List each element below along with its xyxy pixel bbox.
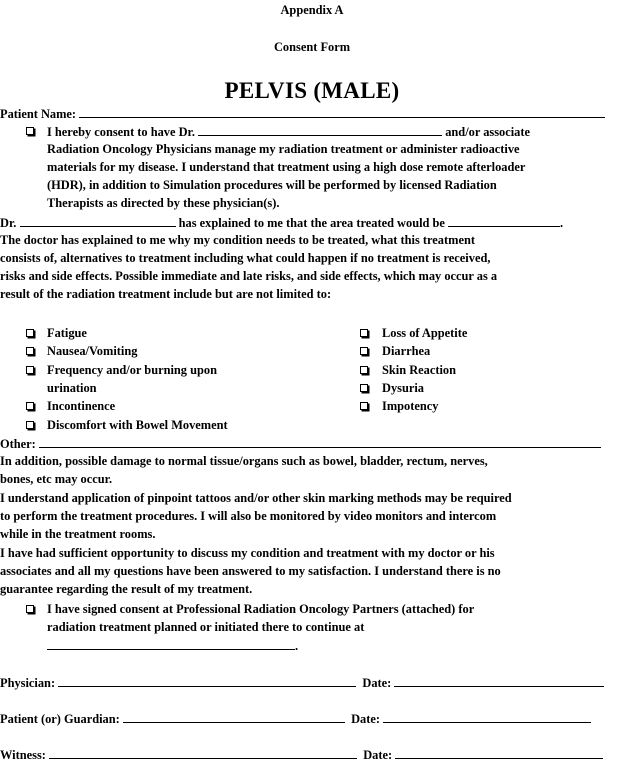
form-name: Consent Form [273, 40, 351, 54]
skin-checkbox[interactable] [360, 366, 368, 374]
bowel-checkbox[interactable] [26, 421, 34, 429]
physician-label: Physician: [0, 676, 56, 690]
doctor-row [0, 213, 563, 232]
consent-line-3: materials for my disease. I understand that treatment using a high dose remote afterloader [47, 160, 526, 174]
fatigue-checkbox[interactable] [26, 329, 34, 337]
witness-date-field[interactable] [395, 745, 603, 759]
opportunity-line-3: guarantee regarding the result of my treatment. [0, 582, 253, 596]
tattoo-line-2: to perform the treatment procedures. I will also be monitored by video monitors and intercom [0, 509, 497, 523]
consent-doctor-field[interactable] [198, 122, 442, 136]
consent-line-1 [47, 122, 530, 141]
effect-fatigue: Fatigue [47, 326, 87, 340]
witness-label: Witness: [0, 748, 46, 762]
effect-nausea: Nausea/Vomiting [47, 344, 138, 358]
effect-incontinence: Incontinence [47, 399, 116, 413]
continue-at-field[interactable] [47, 636, 295, 650]
effect-skin: Skin Reaction [382, 363, 457, 377]
signed-line-1: I have signed consent at Professional Radiation Oncology Partners (attached) for [47, 602, 475, 616]
physician-signature-field[interactable] [58, 673, 356, 687]
signed-end: . [295, 639, 299, 653]
effect-diarrhea: Diarrhea [382, 344, 431, 358]
patient-guardian-label: Patient (or) Guardian: [0, 712, 120, 726]
patient-name-row [0, 104, 605, 123]
opportunity-line-2: associates and all my questions have been answered to my satisfaction. I understand there is no [0, 564, 501, 578]
impotency-checkbox[interactable] [360, 402, 368, 410]
doctor-name-field[interactable] [20, 213, 176, 227]
page-title: PELVIS (MALE) [224, 78, 400, 103]
opportunity-line-1: I have had sufficient opportunity to discuss my condition and treatment with my doctor or his [0, 546, 495, 560]
damage-line-1: In addition, possible damage to normal tissue/organs such as bowel, bladder, rectum, nerves, [0, 454, 488, 468]
doctor-label: Dr. [0, 216, 17, 230]
consent-line-2: Radiation Oncology Physicians manage my radiation treatment or administer radioactive [47, 142, 520, 156]
explain-line-2: consists of, alternatives to treatment including what could happen if no treatment is received, [0, 251, 491, 265]
patient-name-field[interactable] [79, 104, 605, 118]
consent-line-4: (HDR), in addition to Simulation procedures will be performed by licensed Radiation [47, 178, 497, 192]
tattoo-line-3: while in the treatment rooms. [0, 527, 156, 541]
appendix-label: Appendix A [280, 3, 344, 17]
other-row [0, 434, 601, 453]
signed-line-3 [47, 636, 298, 655]
frequency-checkbox[interactable] [26, 366, 34, 374]
doctor-mid-text: has explained to me that the area treated would be [178, 216, 445, 230]
patient-date-field[interactable] [383, 709, 591, 723]
witness-signature-field[interactable] [49, 745, 357, 759]
incontinence-checkbox[interactable] [26, 402, 34, 410]
diarrhea-checkbox[interactable] [360, 347, 368, 355]
effect-dysuria: Dysuria [382, 381, 424, 395]
patient-signature-row [0, 709, 591, 728]
tattoo-line-1: I understand application of pinpoint tattoos and/or other skin marking methods may be required [0, 491, 512, 505]
consent-line-5: Therapists as directed by these physician(s). [47, 196, 280, 210]
other-label: Other: [0, 437, 36, 451]
signed-line-2: radiation treatment planned or initiated there to continue at [47, 620, 365, 634]
consent-line-1-post: and/or associate [445, 125, 531, 139]
dysuria-checkbox[interactable] [360, 384, 368, 392]
treated-area-field[interactable] [448, 213, 560, 227]
witness-signature-row [0, 745, 603, 764]
patient-name-label: Patient Name: [0, 107, 77, 121]
consent-checkbox[interactable] [26, 127, 34, 135]
effect-frequency-line-1: Frequency and/or burning upon [47, 363, 217, 377]
nausea-checkbox[interactable] [26, 347, 34, 355]
other-field[interactable] [39, 434, 601, 448]
effect-bowel: Discomfort with Bowel Movement [47, 418, 228, 432]
effect-impotency: Impotency [382, 399, 439, 413]
physician-signature-row [0, 673, 604, 692]
explain-line-1: The doctor has explained to me why my condition needs to be treated, what this treatment [0, 233, 475, 247]
physician-date-label: Date: [362, 676, 392, 690]
doctor-end: . [560, 216, 564, 230]
appetite-checkbox[interactable] [360, 329, 368, 337]
explain-line-4: result of the radiation treatment include but are not limited to: [0, 287, 332, 301]
explain-line-3: risks and side effects. Possible immediate and late risks, and side effects, which may occur as a [0, 269, 498, 283]
damage-line-2: bones, etc may occur. [0, 472, 113, 486]
effect-frequency-line-2: urination [47, 381, 97, 395]
patient-date-label: Date: [351, 712, 380, 726]
physician-date-field[interactable] [394, 673, 604, 687]
consent-line-1-text: I hereby consent to have Dr. [47, 125, 195, 139]
patient-signature-field[interactable] [123, 709, 345, 723]
signed-consent-checkbox[interactable] [26, 605, 34, 613]
effect-appetite: Loss of Appetite [382, 326, 468, 340]
witness-date-label: Date: [363, 748, 393, 762]
